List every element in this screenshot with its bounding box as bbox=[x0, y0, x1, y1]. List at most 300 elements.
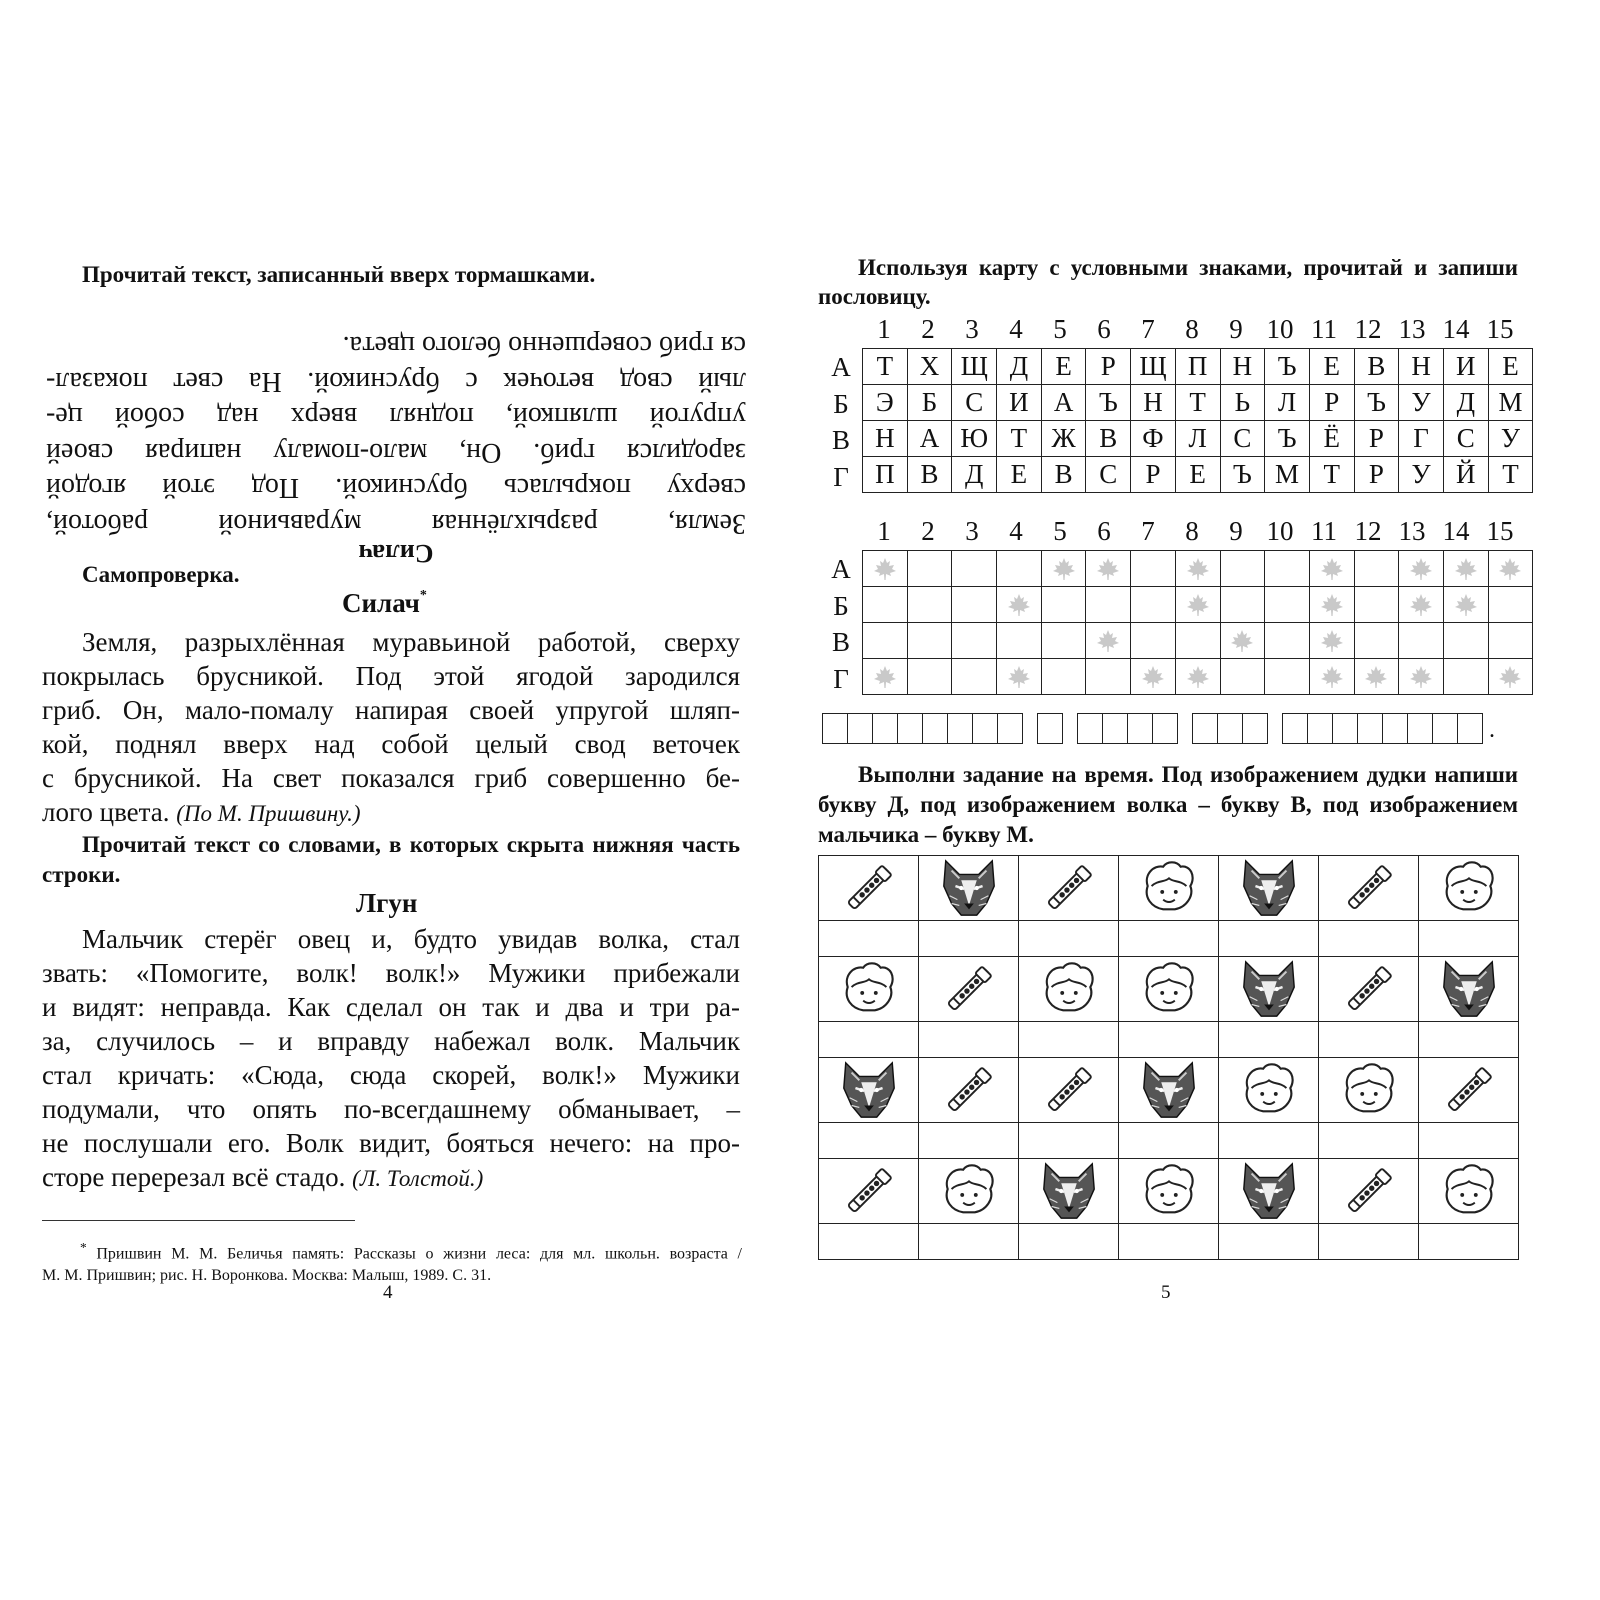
answer-cell[interactable] bbox=[1419, 1123, 1519, 1159]
column-number: 6 bbox=[1097, 516, 1111, 546]
answer-cell[interactable] bbox=[919, 921, 1019, 957]
leaf-cell bbox=[952, 623, 997, 659]
letter-box[interactable] bbox=[1358, 714, 1383, 743]
picture-cell bbox=[1319, 1058, 1419, 1123]
cipher-cell: Т bbox=[1488, 457, 1533, 493]
answer-cell[interactable] bbox=[1119, 921, 1219, 957]
text-line: Земля, разрыхлённая муравьиной работой, сверху bbox=[82, 627, 740, 657]
column-number: 15 bbox=[1486, 314, 1514, 344]
leaf-cell bbox=[1265, 551, 1310, 587]
cipher-cell: И bbox=[1443, 349, 1488, 385]
boy-icon bbox=[1438, 857, 1500, 919]
text-line: звать: «Помогите, волк! волк!» Мужики прибежали bbox=[42, 958, 740, 988]
maple-leaf-icon bbox=[873, 557, 897, 581]
answer-cell[interactable] bbox=[1319, 1123, 1419, 1159]
letter-box[interactable] bbox=[1103, 714, 1128, 743]
letter-box[interactable] bbox=[1308, 714, 1333, 743]
answer-boxes[interactable] bbox=[822, 712, 1495, 744]
column-number: 3 bbox=[965, 516, 979, 546]
letter-box[interactable] bbox=[1038, 714, 1062, 743]
picture-cell bbox=[1119, 856, 1219, 921]
maple-leaf-icon bbox=[1007, 593, 1031, 617]
column-number: 11 bbox=[1311, 516, 1337, 546]
wolf-icon bbox=[1038, 1160, 1100, 1222]
cipher-cell: Е bbox=[1175, 457, 1220, 493]
flute-icon bbox=[1338, 1160, 1400, 1222]
cipher-cell: Ё bbox=[1309, 421, 1354, 457]
leaf-cell bbox=[1131, 659, 1176, 695]
leaf-map-table bbox=[862, 550, 1533, 695]
page-number-right: 5 bbox=[1161, 1282, 1171, 1303]
leaf-cell bbox=[997, 587, 1042, 623]
maple-leaf-icon bbox=[1096, 629, 1120, 653]
leaf-cell bbox=[907, 659, 952, 695]
maple-leaf-icon bbox=[1364, 665, 1388, 689]
answer-cell[interactable] bbox=[1319, 1022, 1419, 1058]
cipher-cell: И bbox=[997, 385, 1042, 421]
boy-icon bbox=[1238, 1059, 1300, 1121]
maple-leaf-icon bbox=[1409, 593, 1433, 617]
leaf-cell bbox=[997, 551, 1042, 587]
leaf-cell bbox=[1488, 659, 1533, 695]
maple-leaf-icon bbox=[873, 665, 897, 689]
cipher-cell: В bbox=[907, 457, 952, 493]
cipher-cell: У bbox=[1399, 385, 1444, 421]
leaf-row bbox=[863, 551, 1533, 587]
answer-cell[interactable] bbox=[1119, 1022, 1219, 1058]
footnote bbox=[42, 1237, 742, 1287]
column-number: 4 bbox=[1009, 314, 1023, 344]
maple-leaf-icon bbox=[1186, 665, 1210, 689]
leaf-cell bbox=[1399, 623, 1444, 659]
answer-cell[interactable] bbox=[1119, 1224, 1219, 1260]
answer-cell[interactable] bbox=[1219, 1224, 1319, 1260]
cipher-row bbox=[863, 385, 1533, 421]
row-label: Б bbox=[833, 388, 849, 419]
letter-box[interactable] bbox=[973, 714, 998, 743]
cipher-cell: Н bbox=[1220, 349, 1265, 385]
leaf-cell bbox=[907, 623, 952, 659]
row-label: Г bbox=[833, 461, 849, 492]
leaf-cell bbox=[952, 587, 997, 623]
wolf-icon bbox=[938, 857, 1000, 919]
answer-row[interactable] bbox=[819, 1123, 1519, 1159]
picture-row bbox=[819, 957, 1519, 1022]
leaf-cell bbox=[907, 551, 952, 587]
footnote-line bbox=[42, 1237, 742, 1265]
leaf-cell bbox=[1443, 659, 1488, 695]
leaf-cell bbox=[1265, 623, 1310, 659]
text-line: гриб. Он, мало-помалу напирая своей упругой шляп- bbox=[42, 695, 740, 725]
letter-box[interactable] bbox=[848, 714, 873, 743]
leaf-cell bbox=[1220, 551, 1265, 587]
answer-cell[interactable] bbox=[1419, 1022, 1519, 1058]
cipher-table bbox=[862, 348, 1533, 493]
letter-box[interactable] bbox=[1433, 714, 1458, 743]
cipher-cell: Ю bbox=[952, 421, 997, 457]
footnote-line-1: Пришвин М. М. Беличья память: Рассказы о жизни леса: для мл. школьн. возраста / bbox=[96, 1245, 743, 1263]
cipher-cell: Ъ bbox=[1265, 349, 1310, 385]
answer-cell[interactable] bbox=[1319, 921, 1419, 957]
picture-cell bbox=[1019, 1058, 1119, 1123]
picture-cell bbox=[1119, 1159, 1219, 1224]
cipher-cell: Й bbox=[1443, 457, 1488, 493]
flute-icon bbox=[1338, 857, 1400, 919]
task-1-instruction: Прочитай текст, записанный вверх тормашками. bbox=[82, 262, 596, 287]
column-number: 10 bbox=[1266, 314, 1294, 344]
picture-cell bbox=[1019, 1159, 1119, 1224]
answer-cell[interactable] bbox=[1119, 1123, 1219, 1159]
boy-icon bbox=[1338, 1059, 1400, 1121]
answer-cell[interactable] bbox=[919, 1224, 1019, 1260]
leaf-cell bbox=[1309, 659, 1354, 695]
column-number: 13 bbox=[1398, 314, 1426, 344]
leaf-cell bbox=[863, 659, 908, 695]
upside-line: Земля, разрыхлённая муравьиной работой, bbox=[46, 508, 746, 539]
text-line: кой, поднял вверх над собой целый свод веточек bbox=[42, 729, 740, 759]
cipher-cell: Щ bbox=[952, 349, 997, 385]
leaf-row bbox=[863, 587, 1533, 623]
cipher-cell: Щ bbox=[1131, 349, 1176, 385]
answer-cell[interactable] bbox=[1019, 1123, 1119, 1159]
picture-cell bbox=[1119, 1058, 1219, 1123]
leaf-cell bbox=[1086, 587, 1131, 623]
cipher-cell: Р bbox=[1086, 349, 1131, 385]
text-line: с брусникой. На свет показался гриб совершенно бе- bbox=[42, 763, 740, 793]
answer-cell[interactable] bbox=[1319, 1224, 1419, 1260]
answer-word[interactable] bbox=[1282, 713, 1483, 744]
letter-box[interactable] bbox=[1243, 714, 1267, 743]
column-number: 1 bbox=[877, 516, 891, 546]
boy-icon bbox=[838, 958, 900, 1020]
column-number: 2 bbox=[921, 314, 935, 344]
cipher-cell: Н bbox=[1399, 349, 1444, 385]
picture-cell bbox=[1419, 957, 1519, 1022]
picture-cell bbox=[1219, 957, 1319, 1022]
leaf-cell bbox=[1041, 587, 1086, 623]
boy-icon bbox=[1438, 1160, 1500, 1222]
wolf-icon bbox=[1238, 857, 1300, 919]
picture-cell bbox=[919, 957, 1019, 1022]
task-4-instruction: Выполни задание на время. Под изображением дудки напиши букву Д, под изображением волка – букву В, под изображением мальчика – букву М. bbox=[818, 762, 1518, 847]
source-citation: (По М. Пришвину.) bbox=[176, 801, 361, 826]
lgun-text bbox=[42, 922, 740, 1196]
leaf-cell bbox=[1354, 623, 1399, 659]
cipher-cell: Т bbox=[1175, 385, 1220, 421]
maple-leaf-icon bbox=[1052, 557, 1076, 581]
picture-row bbox=[819, 1058, 1519, 1123]
row-label: Г bbox=[833, 663, 849, 694]
cipher-cell: Ъ bbox=[1354, 385, 1399, 421]
answer-cell[interactable] bbox=[1219, 1022, 1319, 1058]
picture-cell bbox=[1219, 856, 1319, 921]
flute-icon bbox=[1038, 857, 1100, 919]
cipher-cell: Т bbox=[863, 349, 908, 385]
column-number: 9 bbox=[1229, 314, 1243, 344]
upside-line: лый свод веточек с брусникой. На свет показал- bbox=[46, 366, 746, 397]
picture-cell bbox=[1219, 1058, 1319, 1123]
cipher-cell: Д bbox=[997, 349, 1042, 385]
boy-icon bbox=[1038, 958, 1100, 1020]
upside-line: зародился гриб. Он, мало-помалу напирая своей bbox=[46, 437, 746, 468]
footnote-line-2: М. М. Пришвин; рис. Н. Воронкова. Москва: Малыш, 1989. С. 31. bbox=[42, 1267, 492, 1285]
picture-cell bbox=[1119, 957, 1219, 1022]
picture-cell bbox=[1019, 957, 1119, 1022]
text-line: и видят: неправда. Как сделал он так и два и три ра- bbox=[42, 992, 740, 1022]
leaf-cell bbox=[907, 587, 952, 623]
answer-word[interactable] bbox=[1077, 713, 1178, 744]
leaf-cell bbox=[863, 551, 908, 587]
answer-cell[interactable] bbox=[819, 921, 919, 957]
leaf-cell bbox=[1220, 659, 1265, 695]
leaf-cell bbox=[1131, 623, 1176, 659]
cipher-cell: В bbox=[1354, 349, 1399, 385]
picture-cell bbox=[919, 1058, 1019, 1123]
answer-cell[interactable] bbox=[919, 1022, 1019, 1058]
leaf-cell bbox=[1354, 587, 1399, 623]
column-number: 3 bbox=[965, 314, 979, 344]
letter-box[interactable] bbox=[1128, 714, 1153, 743]
cipher-cell: Р bbox=[1354, 457, 1399, 493]
picture-cell bbox=[919, 856, 1019, 921]
cipher-cell: П bbox=[1175, 349, 1220, 385]
text-line: покрылась брусникой. Под этой ягодой зародился bbox=[42, 661, 740, 691]
cipher-cell: Л bbox=[1265, 385, 1310, 421]
letter-box[interactable] bbox=[998, 714, 1022, 743]
leaf-cell bbox=[1488, 587, 1533, 623]
answer-cell[interactable] bbox=[819, 1224, 919, 1260]
answer-cell[interactable] bbox=[1219, 1123, 1319, 1159]
leaf-row bbox=[863, 659, 1533, 695]
letter-box[interactable] bbox=[1078, 714, 1103, 743]
letter-box[interactable] bbox=[1408, 714, 1433, 743]
picture-cell bbox=[819, 1159, 919, 1224]
leaf-cell bbox=[1443, 623, 1488, 659]
maple-leaf-icon bbox=[1320, 629, 1344, 653]
answer-row[interactable] bbox=[819, 921, 1519, 957]
maple-leaf-icon bbox=[1230, 629, 1254, 653]
flute-icon bbox=[838, 857, 900, 919]
cipher-cell: Ъ bbox=[1265, 421, 1310, 457]
page-number-left: 4 bbox=[383, 1282, 393, 1303]
letter-box[interactable] bbox=[1333, 714, 1358, 743]
picture-table bbox=[818, 855, 1519, 1260]
cipher-cell: Д bbox=[1443, 385, 1488, 421]
leaf-cell bbox=[1443, 551, 1488, 587]
picture-cell bbox=[1419, 1058, 1519, 1123]
maple-leaf-icon bbox=[1141, 665, 1165, 689]
cipher-cell: Т bbox=[1309, 457, 1354, 493]
silach-title bbox=[342, 588, 452, 619]
cipher-cell: Р bbox=[1354, 421, 1399, 457]
answer-word[interactable] bbox=[822, 713, 1023, 744]
letter-box[interactable] bbox=[1458, 714, 1482, 743]
maple-leaf-icon bbox=[1007, 665, 1031, 689]
answer-cell[interactable] bbox=[1019, 1022, 1119, 1058]
answer-cell[interactable] bbox=[1019, 1224, 1119, 1260]
answer-cell[interactable] bbox=[1419, 921, 1519, 957]
column-number: 8 bbox=[1185, 314, 1199, 344]
flute-icon bbox=[838, 1160, 900, 1222]
letter-box[interactable] bbox=[1383, 714, 1408, 743]
cipher-cell: Д bbox=[952, 457, 997, 493]
picture-cell bbox=[819, 856, 919, 921]
column-number: 12 bbox=[1354, 516, 1382, 546]
upside-title: Силач bbox=[358, 539, 434, 568]
maple-leaf-icon bbox=[1320, 593, 1344, 617]
text-last: лого цвета. bbox=[42, 797, 170, 827]
answer-row[interactable] bbox=[819, 1224, 1519, 1260]
letter-box[interactable] bbox=[948, 714, 973, 743]
picture-cell bbox=[919, 1159, 1019, 1224]
cipher-cell: Г bbox=[1399, 421, 1444, 457]
maple-leaf-icon bbox=[1186, 557, 1210, 581]
maple-leaf-icon bbox=[1498, 557, 1522, 581]
leaf-cell bbox=[1265, 587, 1310, 623]
cipher-cell: Ф bbox=[1131, 421, 1176, 457]
leaf-cell bbox=[1488, 551, 1533, 587]
flute-icon bbox=[1038, 1059, 1100, 1121]
picture-cell bbox=[1319, 957, 1419, 1022]
cipher-cell: Р bbox=[1131, 457, 1176, 493]
picture-cell bbox=[1419, 1159, 1519, 1224]
letter-box[interactable] bbox=[823, 714, 848, 743]
leaf-cell bbox=[1086, 659, 1131, 695]
column-number: 2 bbox=[921, 516, 935, 546]
letter-box[interactable] bbox=[1283, 714, 1308, 743]
cipher-cell: С bbox=[1443, 421, 1488, 457]
text-last: сторе перерезал всё стадо. bbox=[42, 1162, 346, 1192]
picture-cell bbox=[1219, 1159, 1319, 1224]
cipher-row bbox=[863, 349, 1533, 385]
letter-box[interactable] bbox=[898, 714, 923, 743]
column-number: 5 bbox=[1053, 314, 1067, 344]
cipher-cell: Ъ bbox=[1086, 385, 1131, 421]
cipher-cell: Х bbox=[907, 349, 952, 385]
wolf-icon bbox=[1238, 1160, 1300, 1222]
cipher-cell: С bbox=[1086, 457, 1131, 493]
row-label: Б bbox=[833, 590, 849, 621]
maple-leaf-icon bbox=[1454, 557, 1478, 581]
column-number: 13 bbox=[1398, 516, 1426, 546]
leaf-cell bbox=[1309, 587, 1354, 623]
picture-row bbox=[819, 856, 1519, 921]
answer-cell[interactable] bbox=[1019, 921, 1119, 957]
answer-cell[interactable] bbox=[819, 1022, 919, 1058]
answer-cell[interactable] bbox=[1419, 1224, 1519, 1260]
picture-row bbox=[819, 1159, 1519, 1224]
maple-leaf-icon bbox=[1186, 593, 1210, 617]
letter-box[interactable] bbox=[873, 714, 898, 743]
answer-end-period: . bbox=[1489, 717, 1495, 743]
upside-down-text bbox=[46, 328, 746, 541]
cipher-cell: Ь bbox=[1220, 385, 1265, 421]
cipher-row bbox=[863, 457, 1533, 493]
answer-word[interactable] bbox=[1192, 713, 1268, 744]
leaf-cell bbox=[1175, 659, 1220, 695]
column-number: 10 bbox=[1266, 516, 1294, 546]
cipher-cell: М bbox=[1265, 457, 1310, 493]
leaf-cell bbox=[997, 659, 1042, 695]
picture-cell bbox=[819, 1058, 919, 1123]
cipher-cell: Э bbox=[863, 385, 908, 421]
picture-cell bbox=[1419, 856, 1519, 921]
leaf-cell bbox=[863, 623, 908, 659]
leaf-cell bbox=[1086, 623, 1131, 659]
leaf-cell bbox=[1488, 623, 1533, 659]
cipher-cell: Н bbox=[863, 421, 908, 457]
leaf-cell bbox=[1399, 659, 1444, 695]
leaf-cell bbox=[1354, 659, 1399, 695]
cipher-cell: Е bbox=[1309, 349, 1354, 385]
leaf-cell bbox=[1175, 623, 1220, 659]
column-number: 7 bbox=[1141, 314, 1155, 344]
text-line: не послушали его. Волк видит, бояться нечего: на про- bbox=[42, 1128, 740, 1158]
wolf-icon bbox=[838, 1059, 900, 1121]
leaf-row bbox=[863, 623, 1533, 659]
answer-row[interactable] bbox=[819, 1022, 1519, 1058]
cipher-cell: Е bbox=[1041, 349, 1086, 385]
boy-icon bbox=[938, 1160, 1000, 1222]
upside-line: сверху покрылась брусникой. Под этой ягодой bbox=[46, 472, 746, 504]
boy-icon bbox=[1138, 857, 1200, 919]
wolf-icon bbox=[1138, 1059, 1200, 1121]
leaf-cell bbox=[952, 659, 997, 695]
picture-cell bbox=[1319, 856, 1419, 921]
cipher-cell: П bbox=[863, 457, 908, 493]
cipher-cell: У bbox=[1399, 457, 1444, 493]
answer-cell[interactable] bbox=[1219, 921, 1319, 957]
maple-leaf-icon bbox=[1320, 665, 1344, 689]
column-number: 6 bbox=[1097, 314, 1111, 344]
leaf-cell bbox=[1131, 551, 1176, 587]
picture-cell bbox=[1319, 1159, 1419, 1224]
text-line: Мальчик стерёг овец и, будто увидав волка, стал bbox=[82, 924, 740, 954]
row-label: А bbox=[831, 352, 851, 382]
answer-word[interactable] bbox=[1037, 713, 1063, 744]
cipher-row bbox=[863, 421, 1533, 457]
column-number: 4 bbox=[1009, 516, 1023, 546]
lgun-title: Лгун bbox=[356, 888, 418, 918]
answer-cell[interactable] bbox=[819, 1123, 919, 1159]
letter-box[interactable] bbox=[1193, 714, 1218, 743]
leaf-cell bbox=[1399, 551, 1444, 587]
cipher-cell: Е bbox=[997, 457, 1042, 493]
leaf-cell bbox=[863, 587, 908, 623]
picture-cell bbox=[1019, 856, 1119, 921]
letter-box[interactable] bbox=[923, 714, 948, 743]
upside-line: ся гриб совершенно белого цвета. bbox=[342, 330, 746, 362]
leaf-cell bbox=[997, 623, 1042, 659]
text-line bbox=[42, 1160, 740, 1196]
cipher-cell: А bbox=[907, 421, 952, 457]
leaf-cell bbox=[1131, 587, 1176, 623]
footnote-divider bbox=[42, 1220, 355, 1221]
task-2-instruction: Прочитай текст со словами, в которых скрыта нижняя часть строки. bbox=[42, 832, 740, 887]
cipher-cell: Т bbox=[997, 421, 1042, 457]
cipher-cell: С bbox=[1220, 421, 1265, 457]
row-label: А bbox=[831, 554, 851, 584]
cipher-row-labels bbox=[826, 349, 856, 495]
cipher-cell: А bbox=[1041, 385, 1086, 421]
letter-box[interactable] bbox=[1153, 714, 1177, 743]
answer-cell[interactable] bbox=[919, 1123, 1019, 1159]
wolf-icon bbox=[1438, 958, 1500, 1020]
leaf-cell bbox=[1399, 587, 1444, 623]
row-label: В bbox=[831, 627, 850, 657]
letter-box[interactable] bbox=[1218, 714, 1243, 743]
leaf-cell bbox=[1265, 659, 1310, 695]
